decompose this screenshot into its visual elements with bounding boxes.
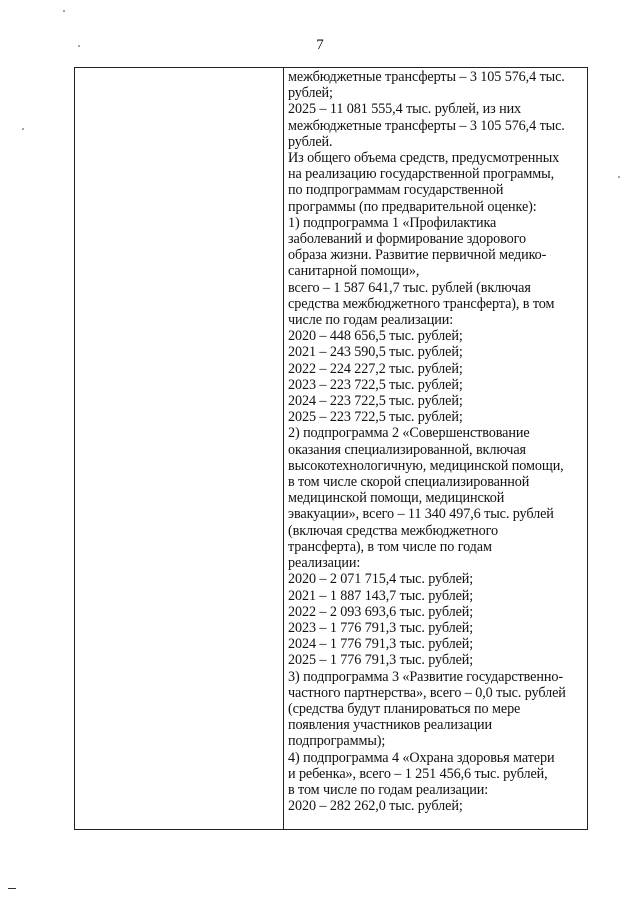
table-right-column (284, 68, 587, 829)
scan-speck (618, 176, 620, 178)
margin-mark (8, 888, 16, 889)
table-text-line: 2020 – 2 071 715,4 тыс. рублей; (288, 571, 474, 588)
scan-speck (78, 45, 80, 47)
page-number: 7 (316, 37, 324, 53)
table-text-line: рублей; (288, 85, 333, 102)
table-text-line: 2020 – 448 656,5 тыс. рублей; (288, 328, 463, 345)
table-text-line: оказания специализированной, включая (288, 441, 526, 458)
table-left-column (75, 68, 284, 829)
table-text-line: рублей. (288, 133, 333, 150)
table-text-line: 2) подпрограмма 2 «Совершенствование (288, 425, 530, 442)
table-text-line: межбюджетные трансферты – 3 105 576,4 тыс. (288, 117, 565, 134)
table-text-line: 2023 – 223 722,5 тыс. рублей; (288, 376, 463, 393)
table-text-line: санитарной помощи», (288, 263, 420, 280)
program-funding-table (74, 67, 588, 830)
table-text-line: средства межбюджетного трансферта), в том (288, 295, 555, 312)
table-text-line: медицинской помощи, медицинской (288, 490, 505, 507)
table-text-line: 1) подпрограмма 1 «Профилактика (288, 214, 497, 231)
table-text-line: программы (по предварительной оценке): (288, 198, 537, 215)
table-text-line: реализации: (288, 555, 361, 572)
scan-speck (63, 10, 65, 12)
table-text-line: 2025 – 11 081 555,4 тыс. рублей, из них (288, 101, 522, 118)
table-text-line: 4) подпрограмма 4 «Охрана здоровья матери (288, 749, 555, 766)
table-text-line: в том числе по годам реализации: (288, 781, 489, 798)
table-text-line: 2025 – 1 776 791,3 тыс. рублей; (288, 652, 474, 669)
table-text-line: (средства будут планироваться по мере (288, 700, 521, 717)
table-text-line: 2020 – 282 262,0 тыс. рублей; (288, 798, 463, 815)
table-text-line: подпрограммы); (288, 733, 386, 750)
table-text-line: 2021 – 1 887 143,7 тыс. рублей; (288, 587, 474, 604)
table-text-line: заболеваний и формирование здорового (288, 231, 526, 248)
table-text-line: межбюджетные трансферты – 3 105 576,4 тыс. (288, 69, 565, 85)
table-text-line: трансферта), в том числе по годам (288, 538, 492, 555)
table-text-line: образа жизни. Развитие первичной медико- (288, 247, 547, 264)
table-text-line: 2022 – 2 093 693,6 тыс. рублей; (288, 603, 474, 620)
table-text-line: числе по годам реализации: (288, 312, 454, 329)
table-text-line: 2024 – 1 776 791,3 тыс. рублей; (288, 636, 474, 653)
table-text-line: 2022 – 224 227,2 тыс. рублей; (288, 360, 463, 377)
table-text-line: всего – 1 587 641,7 тыс. рублей (включая (288, 279, 531, 296)
table-text-line: на реализацию государственной программы, (288, 166, 555, 183)
scan-speck (22, 128, 24, 130)
table-text-line: 2021 – 243 590,5 тыс. рублей; (288, 344, 463, 361)
table-text-line: и ребенка», всего – 1 251 456,6 тыс. рублей, (288, 765, 548, 782)
table-text-line: 2023 – 1 776 791,3 тыс. рублей; (288, 619, 474, 636)
table-text-line: высокотехнологичную, медицинской помощи, (288, 457, 564, 474)
table-text-line: 2025 – 223 722,5 тыс. рублей; (288, 409, 463, 426)
table-text-line: 3) подпрограмма 3 «Развитие государственно- (288, 668, 563, 685)
table-text-line: частного партнерства», всего – 0,0 тыс. рублей (288, 684, 566, 701)
table-text-line: по подпрограммам государственной (288, 182, 504, 199)
table-text-line: (включая средства межбюджетного (288, 522, 498, 539)
table-text-line: эвакуации», всего – 11 340 497,6 тыс. рублей (288, 506, 554, 523)
table-text-line: появления участников реализации (288, 717, 493, 734)
table-text-line: Из общего объема средств, предусмотренных (288, 150, 560, 167)
table-text-line: в том числе скорой специализированной (288, 474, 530, 491)
table-text-line: 2024 – 223 722,5 тыс. рублей; (288, 393, 463, 410)
